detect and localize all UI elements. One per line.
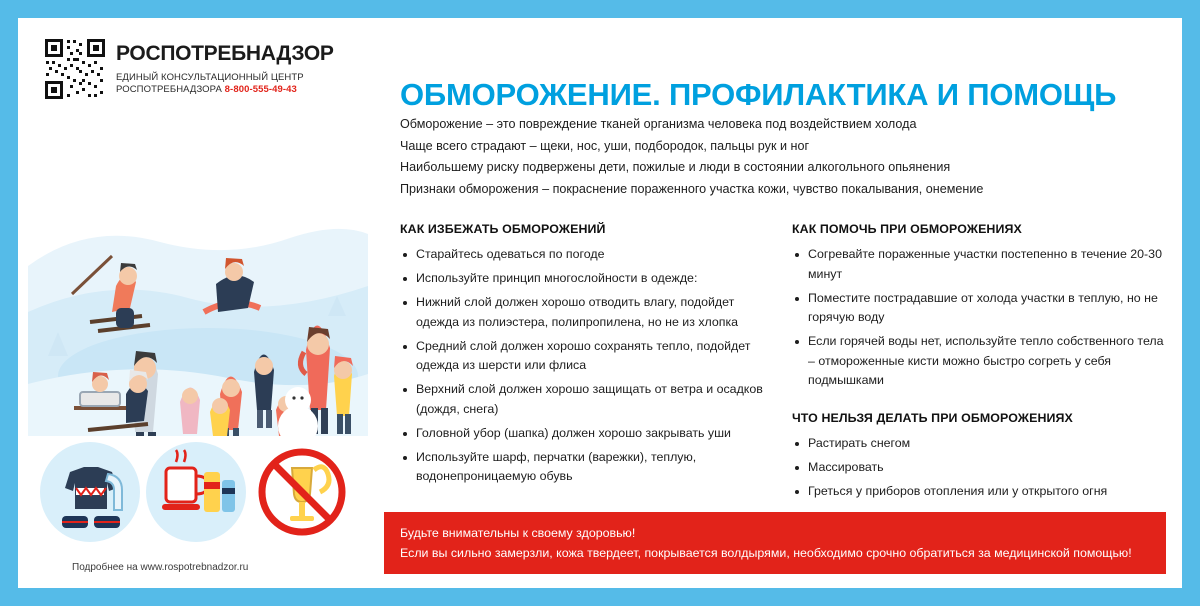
section-avoid-heading: КАК ИЗБЕЖАТЬ ОБМОРОЖЕНИЙ <box>400 222 606 236</box>
intro-line-3: Наибольшему риску подвержены дети, пожилые и люди в состоянии алкогольного опьянения <box>400 160 951 174</box>
list-item: Массировать <box>792 458 1172 478</box>
hot-drink-icon <box>146 442 246 542</box>
badge-no-alcohol <box>252 442 352 542</box>
list-item: Растирать снегом <box>792 434 1172 454</box>
section-forbidden-heading: ЧТО НЕЛЬЗЯ ДЕЛАТЬ ПРИ ОБМОРОЖЕНИЯХ <box>792 410 1073 425</box>
more-info-link[interactable]: Подробнее на www.rospotrebnadzor.ru <box>72 562 249 573</box>
brand-phone: 8-800-555-49-43 <box>224 84 297 95</box>
badge-hot-drink <box>146 442 246 542</box>
poster <box>18 18 1182 588</box>
winter-scene-illustration <box>28 126 368 436</box>
section-forbidden-list <box>792 434 1172 502</box>
alert-footer <box>384 512 1166 574</box>
list-item: Если горячей воды нет, используйте тепло собственного тела – отмороженные кисти можно быстро согреть у себя подмышками <box>792 332 1172 391</box>
right-column <box>384 18 1182 588</box>
list-item: Используйте принцип многослойности в одежде: <box>400 269 768 289</box>
list-item: Верхний слой должен хорошо защищать от ветра и осадков (дождя, снега) <box>400 380 768 419</box>
list-item: Используйте шарф, перчатки (варежки), теплую, водонепроницаемую обувь <box>400 448 768 487</box>
brand-name: РОСПОТРЕБНАДЗОР <box>116 42 334 65</box>
intro-line-4: Признаки обморожения – покраснение пораженного участка кожи, чувство покалывания, онемение <box>400 181 984 196</box>
brand-subtitle <box>116 72 304 96</box>
qr-code-icon <box>44 38 106 100</box>
brand-subtitle-line2: РОСПОТРЕБНАДЗОРА <box>116 84 222 95</box>
left-column <box>18 18 370 588</box>
footer-line-2: Если вы сильно замерзли, кожа твердеет, покрывается волдырями, необходимо срочно обратиться за медицинской помощью! <box>400 546 1132 560</box>
list-item: Средний слой должен хорошо сохранять тепло, подойдет одежда из шерсти или флиса <box>400 337 768 376</box>
brand-subtitle-line1: ЕДИНЫЙ КОНСУЛЬТАЦИОННЫЙ ЦЕНТР <box>116 72 304 83</box>
winter-clothing-icon <box>40 442 140 542</box>
page-title: ОБМОРОЖЕНИЕ. ПРОФИЛАКТИКА И ПОМОЩЬ <box>400 76 1117 112</box>
intro-paragraph <box>400 114 1170 200</box>
list-item: Поместите пострадавшие от холода участки в теплую, но не горячую воду <box>792 289 1172 328</box>
no-alcohol-icon <box>252 442 352 542</box>
intro-line-1: Обморожение – это повреждение тканей организма человека под воздействием холода <box>400 117 917 131</box>
footer-line-1: Будьте внимательны к своему здоровью! <box>400 526 636 540</box>
section-avoid-list <box>400 245 768 487</box>
icon-badges <box>40 442 352 546</box>
section-help-list <box>792 245 1172 391</box>
list-item: Старайтесь одеваться по погоде <box>400 245 768 265</box>
list-item: Головной убор (шапка) должен хорошо закрывать уши <box>400 424 768 444</box>
badge-winter-clothing <box>40 442 140 542</box>
section-help-heading: КАК ПОМОЧЬ ПРИ ОБМОРОЖЕНИЯХ <box>792 222 1022 236</box>
section-help-and-forbidden <box>792 222 1172 506</box>
list-item: Согревайте пораженные участки постепенно в течение 20-30 минут <box>792 245 1172 284</box>
brand-block <box>44 36 344 116</box>
intro-line-2: Чаще всего страдают – щеки, нос, уши, подбородок, пальцы рук и ног <box>400 138 810 153</box>
list-item: Греться у приборов отопления или у открытого огня <box>792 482 1172 502</box>
section-avoid <box>400 222 768 491</box>
list-item: Нижний слой должен хорошо отводить влагу, подойдет одежда из полиэстера, полипропилена, но не из хлопка <box>400 293 768 332</box>
